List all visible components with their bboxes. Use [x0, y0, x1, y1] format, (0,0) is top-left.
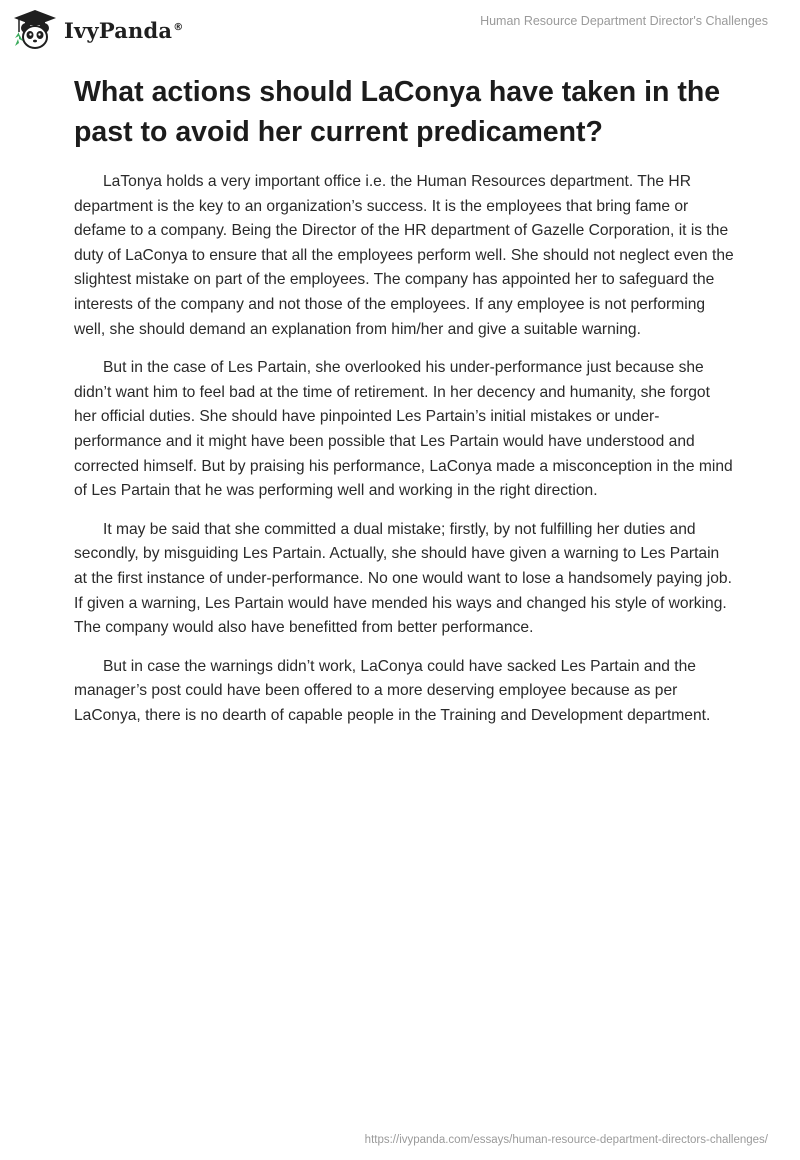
registered-mark: ® [173, 21, 184, 33]
page-header [0, 0, 800, 60]
document-title: Human Resource Department Director's Challenges [480, 14, 768, 28]
article-paragraph: But in the case of Les Partain, she overlooked his under-performance just because she didn’t want him to feel bad at the time of retirement. In her decency and humanity, she forgot her official duties. She should have pinpointed Les Partain’s initial mistakes or under-performance and it might have been possible that Les Partain would have understood and corrected himself. But by praising his performance, LaConya made a misconception in the mind of Les Partain that he was performing well and working in the right direction. [74, 359, 733, 500]
article-paragraph: But in case the warnings didn’t work, LaConya could have sacked Les Partain and the manager’s post could have been offered to a more deserving employee because as per LaConya, there is no dearth of capable people in the Training and Development department. [74, 657, 711, 724]
panda-graduate-icon [12, 8, 58, 52]
source-url-link[interactable]: https://ivypanda.com/essays/human-resource-department-directors-challenges/ [364, 1134, 768, 1146]
brand-name-text: IvyPanda [64, 17, 173, 43]
article-heading: What actions should LaConya have taken in the past to avoid her current predicament? [74, 76, 721, 148]
article-paragraph: LaTonya holds a very important office i.e. the Human Resources department. The HR department is the key to an organization’s success. It is the employees that bring fame or defame to a company. Being the Director of the HR department of Gazelle Corporation, it is the duty of LaConya to ensure that all the employees perform well. She should not neglect even the slightest mistake on part of the employees. The company has appointed her to safeguard the interests of the company and not those of the employees. If any employee is not performing well, she should demand an explanation from him/her and give a suitable warning. [74, 173, 734, 338]
article [74, 72, 734, 742]
brand-name [64, 18, 183, 43]
article-paragraph: It may be said that she committed a dual mistake; firstly, by not fulfilling her duties and secondly, by misguiding Les Partain. Actually, she should have given a warning to Les Partain at the first instance of under-performance. No one would want to lose a handsomely paying job. If given a warning, Les Partain would have mended his ways and changed his style of working. The company would also have benefitted from better performance. [74, 520, 732, 637]
brand-logo[interactable] [12, 8, 183, 52]
